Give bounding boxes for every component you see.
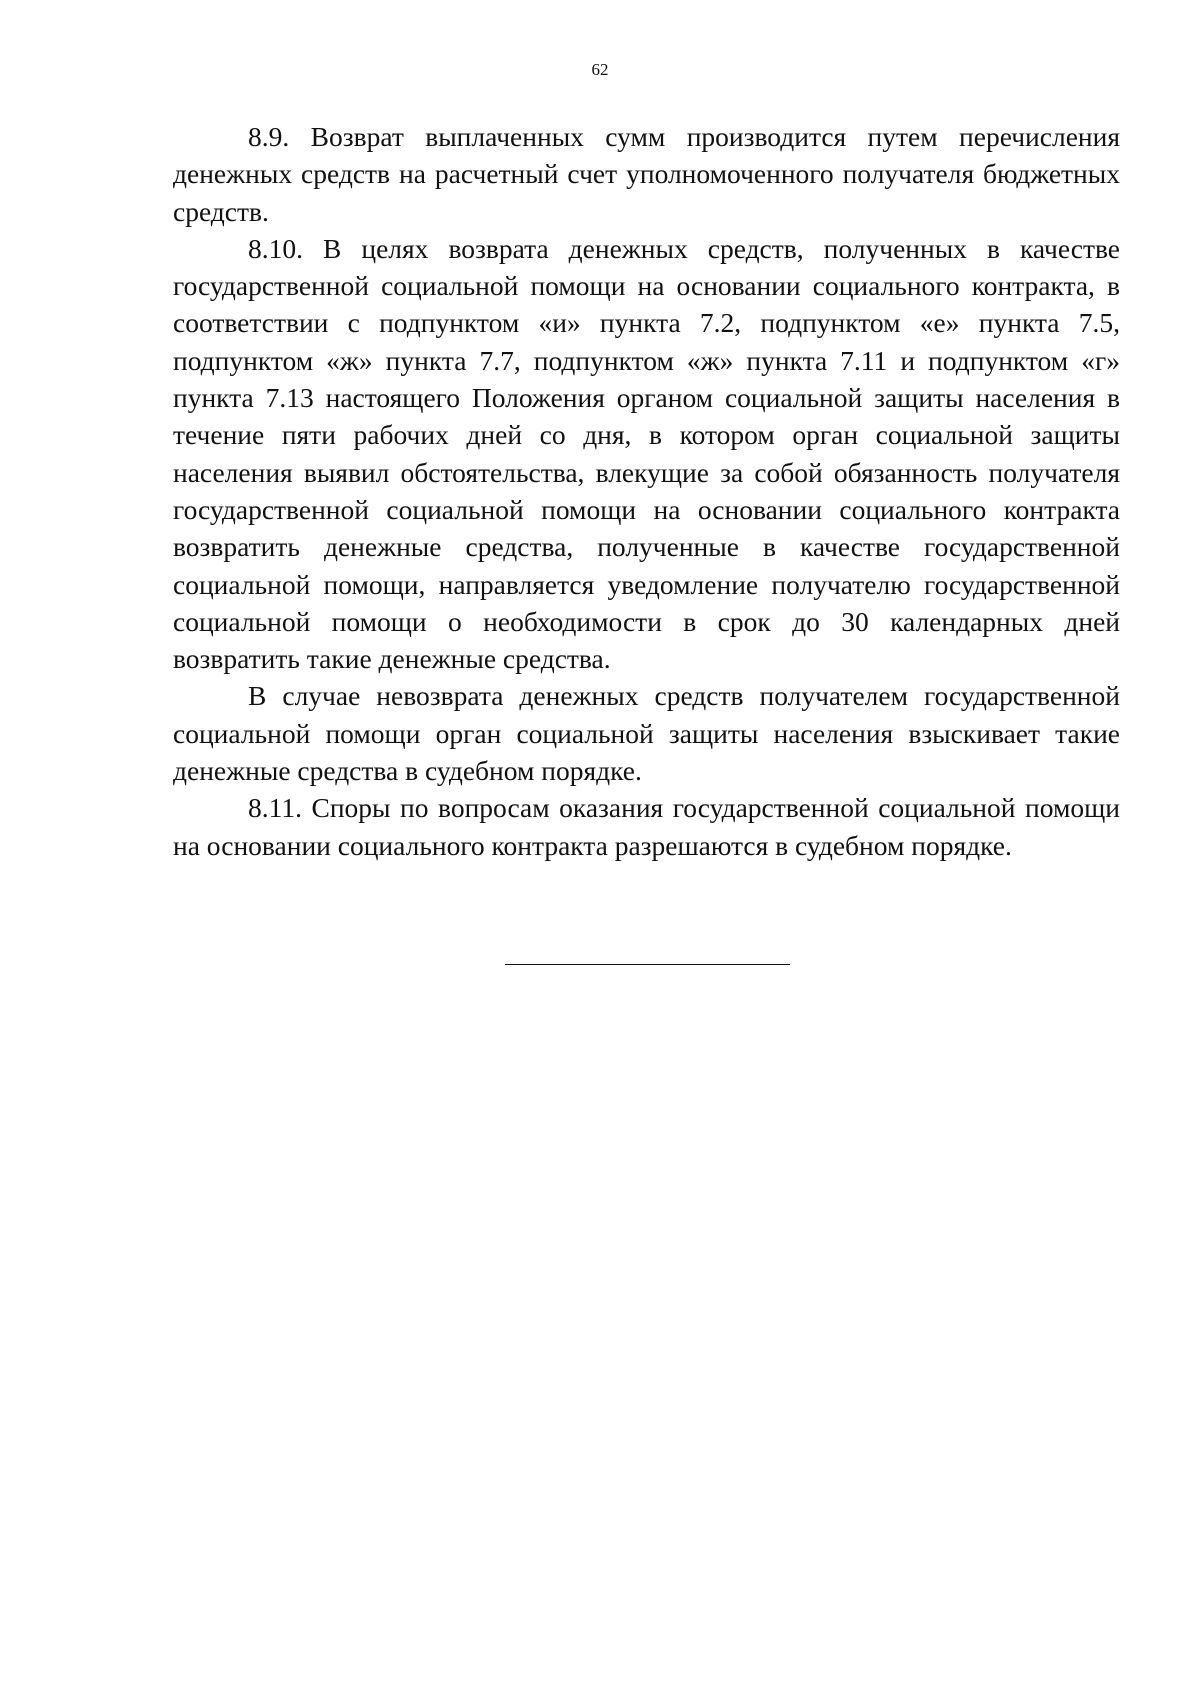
paragraph-8-9: 8.9. Возврат выплаченных сумм производится путем перечисления денежных средств на расчетный счет уполномоченного получателя бюджетных средств. <box>173 121 1120 227</box>
page-number: 62 <box>591 60 609 79</box>
closing-rule <box>505 964 790 965</box>
document-body <box>173 118 1120 864</box>
paragraph-non-return: В случае невозврата денежных средств получателем государственной социальной помощи орган социальной защиты населения взыскивает такие денежные средства в судебном порядке. <box>173 680 1120 787</box>
paragraph-8-11: 8.11. Споры по вопросам оказания государственной социальной помощи на основании социального контракта разрешаются в судебном порядке. <box>173 792 1120 861</box>
paragraph-8-10: 8.10. В целях возврата денежных средств, полученных в качестве государственной социальной помощи на основании социального контракта, в соответствии с подпунктом «и» пункта 7.2, подпунктом «е» пункта 7.5, подпунктом «ж» пункта 7.7, подпунктом «ж» пункта 7.11 и подпунктом «г» пункта 7.13 настоящего Положения органом социальной защиты населения в течение пяти рабочих дней со дня, в котором орган социальной защиты населения выявил обстоятельства, влекущие за собой обязанность получателя государственной социальной помощи на основании социального контракта возвратить денежные средства, полученные в качестве государственной социальной помощи, направляется уведомление получателю государственной социальной помощи о необходимости в срок до 30 календарных дней возвратить такие денежные средства. <box>173 232 1120 675</box>
